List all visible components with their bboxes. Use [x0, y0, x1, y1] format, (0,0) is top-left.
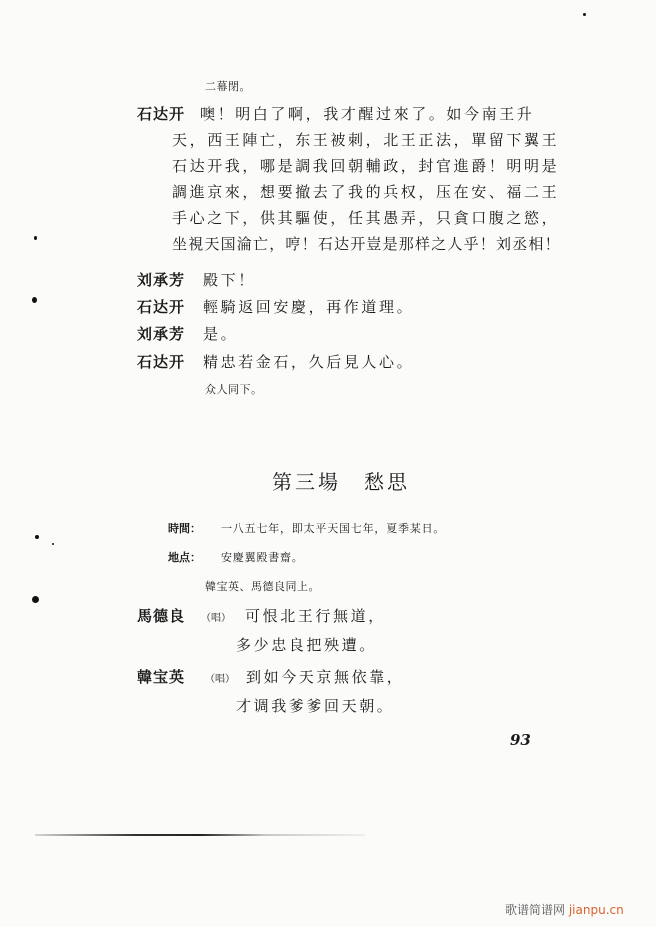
- speech-line: 坐視天国淪亡，哼！石达开豈是那样之人乎！刘丞相！: [172, 235, 561, 253]
- time-label: 時間：: [168, 522, 201, 535]
- speech-line: 天，西王陣亡，东王被刺，北王正法，單留下翼王: [172, 131, 560, 149]
- lyric-line: 可恨北王行無道，: [245, 607, 386, 625]
- speech-line: 調進京來，想要撤去了我的兵权，压在安、福二王: [172, 183, 560, 201]
- speech-line: 精忠若金石，久后見人心。: [203, 353, 415, 371]
- speaker-name: 刘承芳: [137, 271, 186, 289]
- stage-direction-entrance: 韓宝英、馬德良同上。: [205, 580, 320, 593]
- scan-speck: [583, 13, 586, 16]
- watermark: [505, 901, 624, 918]
- lyric-line: 到如今天京無依靠，: [246, 668, 405, 686]
- page-number: 93: [510, 731, 531, 749]
- scan-speck: [35, 535, 39, 539]
- scan-edge-line: [35, 834, 365, 836]
- watermark-site: jianpu.cn: [568, 903, 624, 917]
- scan-speck: [34, 236, 37, 240]
- speaker-name: 韓宝英: [137, 668, 186, 686]
- stage-direction-curtain: 二幕閉。: [205, 80, 251, 93]
- speaker-name: 石达开: [137, 353, 186, 371]
- speaker-name: 馬德良: [137, 607, 186, 625]
- scene-title: 第三場 愁思: [272, 470, 410, 494]
- speech-line: 手心之下，供其驅使，任其愚弄，只貪口腹之慾，: [172, 209, 560, 227]
- speaker-name: 刘承芳: [137, 325, 186, 343]
- scan-speck: [52, 543, 54, 545]
- place-label: 地点：: [168, 551, 201, 564]
- speech-line: 殿下！: [203, 271, 256, 289]
- speech-line: 噢！明白了啊，我才醒过來了。如今南王升: [200, 105, 535, 123]
- stage-direction-exit: 众人同下。: [205, 383, 263, 396]
- lyric-line: 才调我爹爹回天朝。: [236, 697, 395, 715]
- speech-line: 輕騎返回安慶，再作道理。: [203, 298, 415, 316]
- scan-speck: [32, 596, 39, 603]
- speech-line: 是。: [203, 325, 239, 343]
- speech-line: 石达开我，哪是調我回朝輔政，封官進爵！明明是: [172, 157, 560, 175]
- sing-tag: （唱）: [205, 674, 235, 685]
- speaker-name: 石达开: [137, 105, 186, 123]
- speaker-name: 石达开: [137, 298, 186, 316]
- sing-tag: （唱）: [201, 613, 231, 624]
- watermark-text: 歌谱简谱网: [505, 903, 566, 917]
- time-value: 一八五七年，即太平天国七年，夏季某日。: [221, 522, 446, 535]
- place-value: 安慶翼殿書齋。: [221, 551, 304, 564]
- lyric-line: 多少忠良把殃遭。: [236, 636, 377, 654]
- scan-speck: [32, 297, 37, 303]
